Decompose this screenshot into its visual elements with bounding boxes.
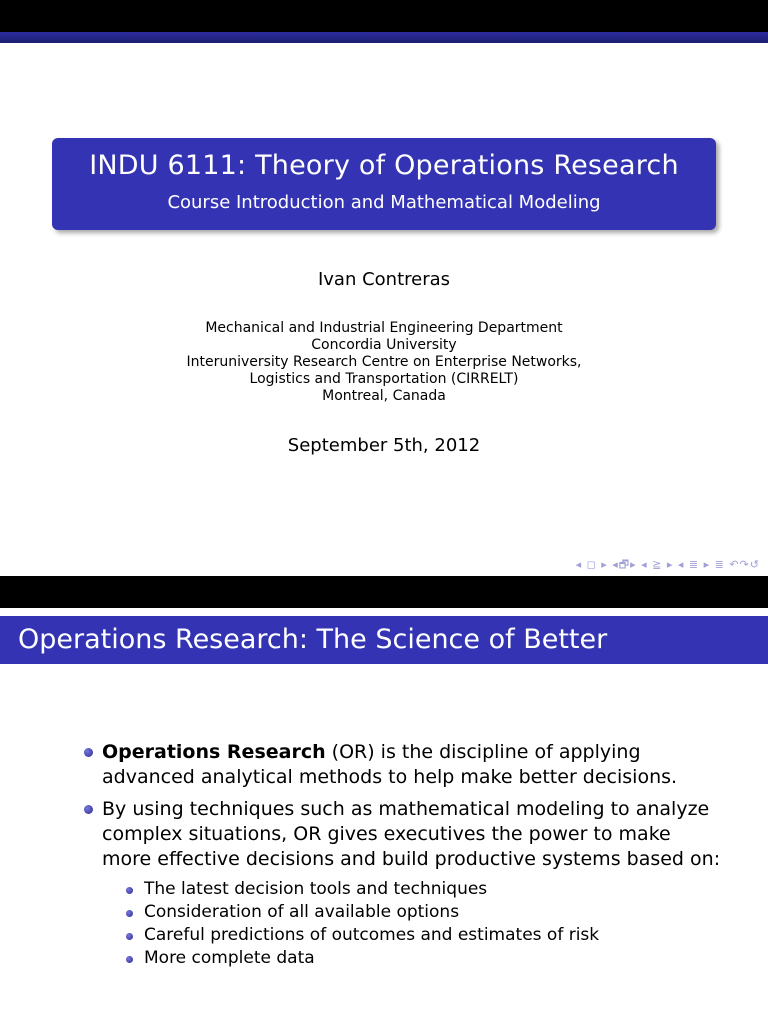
beamer-navigation-icons[interactable]: ◂ ◻ ▸ ◂🗗▸ ◂ ≧ ▸ ◂ ≣ ▸ ≣ ↶↷↺	[575, 558, 760, 571]
header-bar	[0, 576, 768, 608]
frame-title: Operations Research: The Science of Better	[0, 616, 768, 664]
affiliation-block	[0, 320, 768, 405]
sub-bullet-item	[126, 901, 724, 924]
header-bar	[0, 0, 768, 32]
sub-bullet-icon	[126, 887, 133, 894]
bullet-icon	[84, 748, 93, 757]
affiliation-line: Logistics and Transportation (CIRRELT)	[249, 371, 519, 387]
title-block	[52, 138, 716, 230]
header-accent-bar	[0, 32, 768, 43]
bullet-list	[84, 740, 724, 977]
sub-bullet-item	[126, 924, 724, 947]
bullet-icon	[84, 805, 93, 814]
bullet-text: (OR) is the discipline of applying advanced analytical methods to help make better decisions.	[102, 741, 678, 788]
presentation-date: September 5th, 2012	[287, 435, 481, 456]
sub-bullet-icon	[126, 956, 133, 963]
presentation-subtitle: Course Introduction and Mathematical Modeling	[167, 192, 601, 213]
affiliation-line: Mechanical and Industrial Engineering Department	[205, 320, 563, 336]
sub-bullet-text: More complete data	[144, 948, 315, 968]
bullet-item	[84, 740, 724, 790]
affiliation-line: Interuniversity Research Centre on Enterprise Networks,	[186, 354, 582, 370]
sub-bullet-item	[126, 947, 724, 970]
presentation-title: INDU 6111: Theory of Operations Research	[89, 150, 679, 181]
bullet-text: By using techniques such as mathematical modeling to analyze complex situations, OR gives executives the power to make more effective decisions and build productive systems based on:	[102, 798, 721, 870]
author-name: Ivan Contreras	[317, 269, 451, 290]
sub-bullet-text: The latest decision tools and techniques	[144, 879, 488, 899]
content-slide	[0, 576, 768, 1024]
affiliation-line: Concordia University	[311, 337, 457, 353]
sub-bullet-text: Consideration of all available options	[144, 902, 460, 922]
affiliation-line: Montreal, Canada	[322, 388, 446, 404]
sub-bullet-text: Careful predictions of outcomes and estimates of risk	[144, 925, 600, 945]
bullet-bold-term: Operations Research	[102, 741, 326, 763]
bullet-item	[84, 797, 724, 970]
sub-bullet-list	[126, 878, 724, 970]
sub-bullet-icon	[126, 910, 133, 917]
sub-bullet-item	[126, 878, 724, 901]
sub-bullet-icon	[126, 933, 133, 940]
